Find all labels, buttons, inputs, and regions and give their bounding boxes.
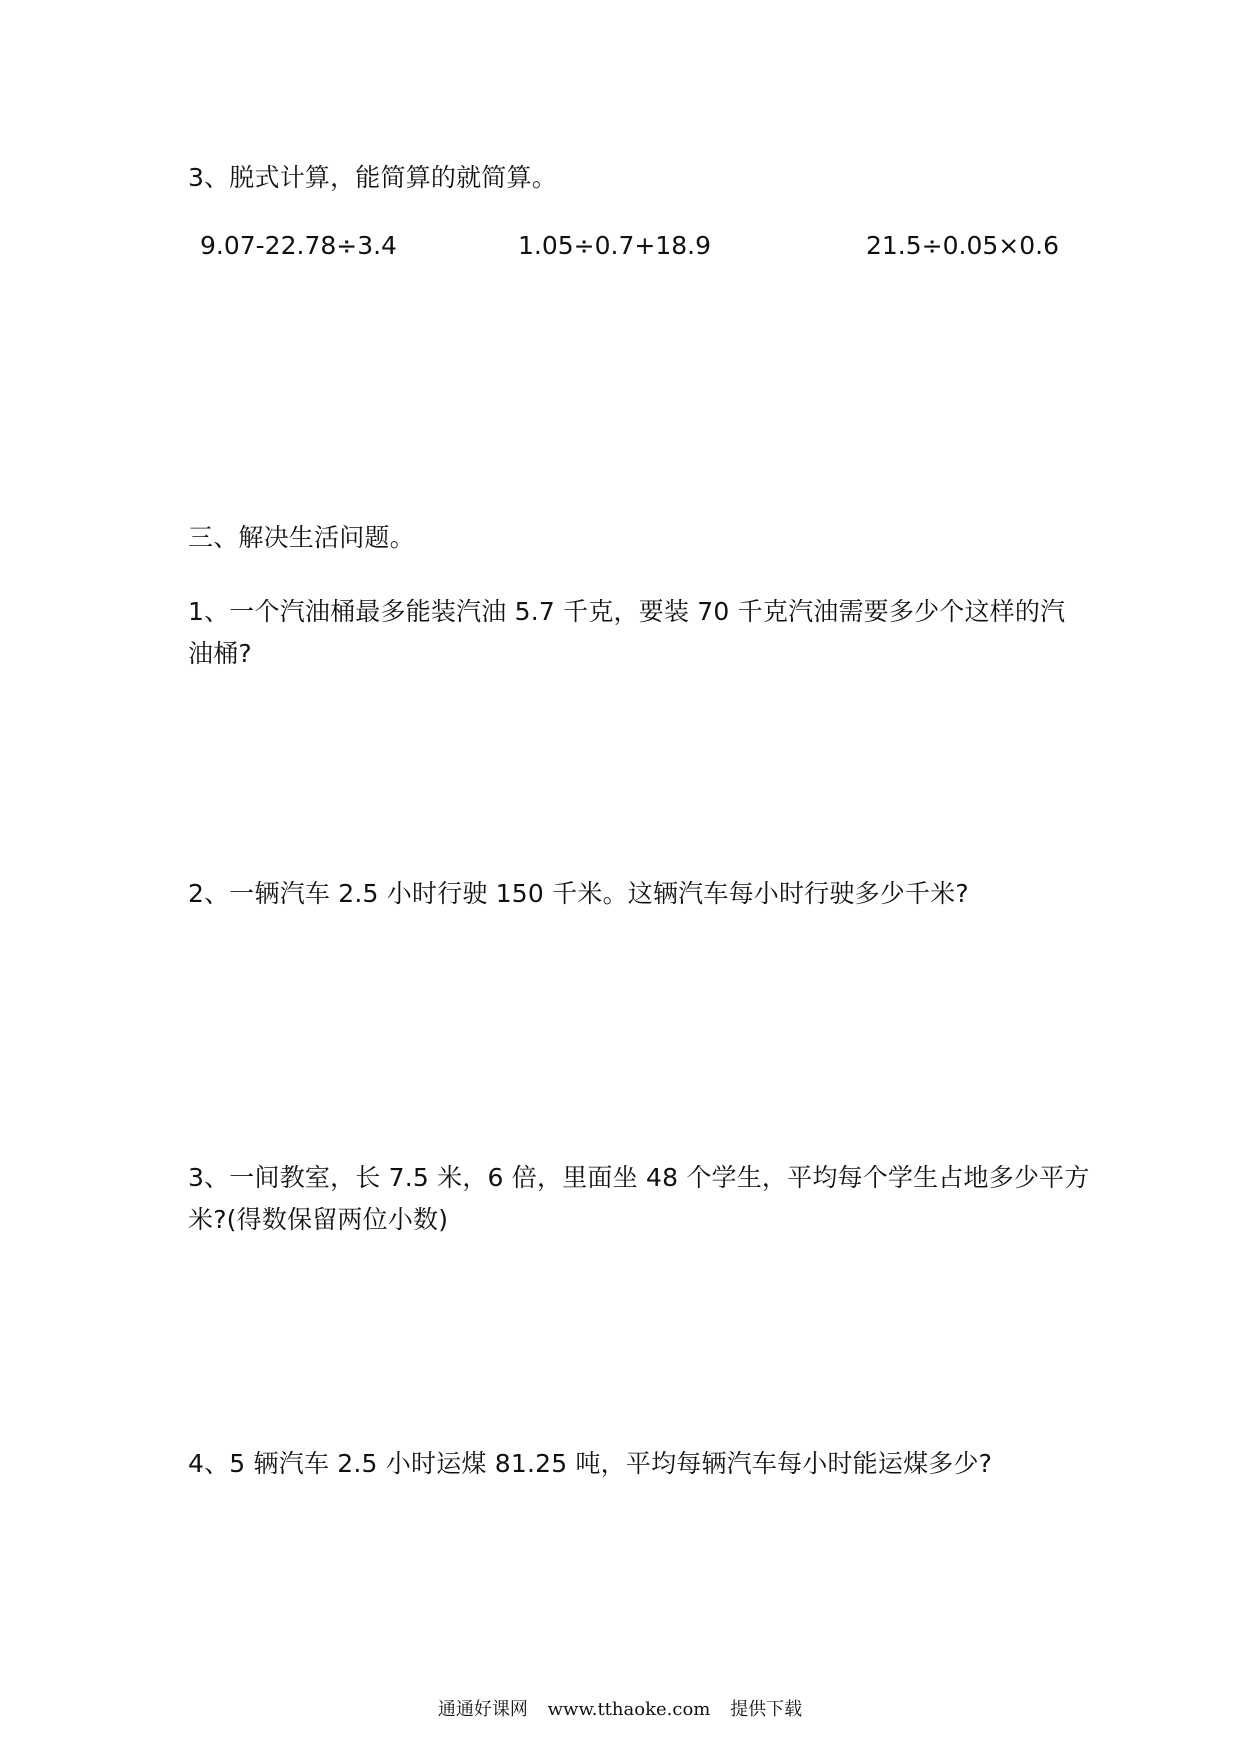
- section-three-heading: 三、解决生活问题。: [188, 523, 415, 552]
- question-2-text: 2、一辆汽车 2.5 小时行驶 150 千米。这辆汽车每小时行驶多少千米?: [188, 879, 969, 908]
- question-1-text-continued: 油桶?: [188, 639, 252, 668]
- footer-site-name: 通通好课网: [437, 1699, 528, 1720]
- question-3-text-continued: 米?(得数保留两位小数): [188, 1205, 449, 1234]
- footer-suffix: 提供下载: [730, 1699, 803, 1720]
- question-3-text: 3、一间教室，长 7.5 米，6 倍，里面坐 48 个学生，平均每个学生占地多少平方: [188, 1163, 1090, 1192]
- calculation-heading: 3、脱式计算，能简算的就简算。: [188, 163, 557, 192]
- question-4-text: 4、5 辆汽车 2.5 小时运煤 81.25 吨，平均每辆汽车每小时能运煤多少?: [188, 1449, 993, 1478]
- question-1-text: 1、一个汽油桶最多能装汽油 5.7 千克，要装 70 千克汽油需要多少个这样的汽: [188, 597, 1066, 626]
- calculation-expression: 1.05÷0.7+18.9: [518, 231, 711, 260]
- page-footer: [0, 1696, 1240, 1724]
- calculation-expression: 21.5÷0.05×0.6: [866, 231, 1059, 260]
- footer-url: www.tthaoke.com: [547, 1699, 711, 1720]
- calculation-expression: 9.07-22.78÷3.4: [200, 231, 397, 260]
